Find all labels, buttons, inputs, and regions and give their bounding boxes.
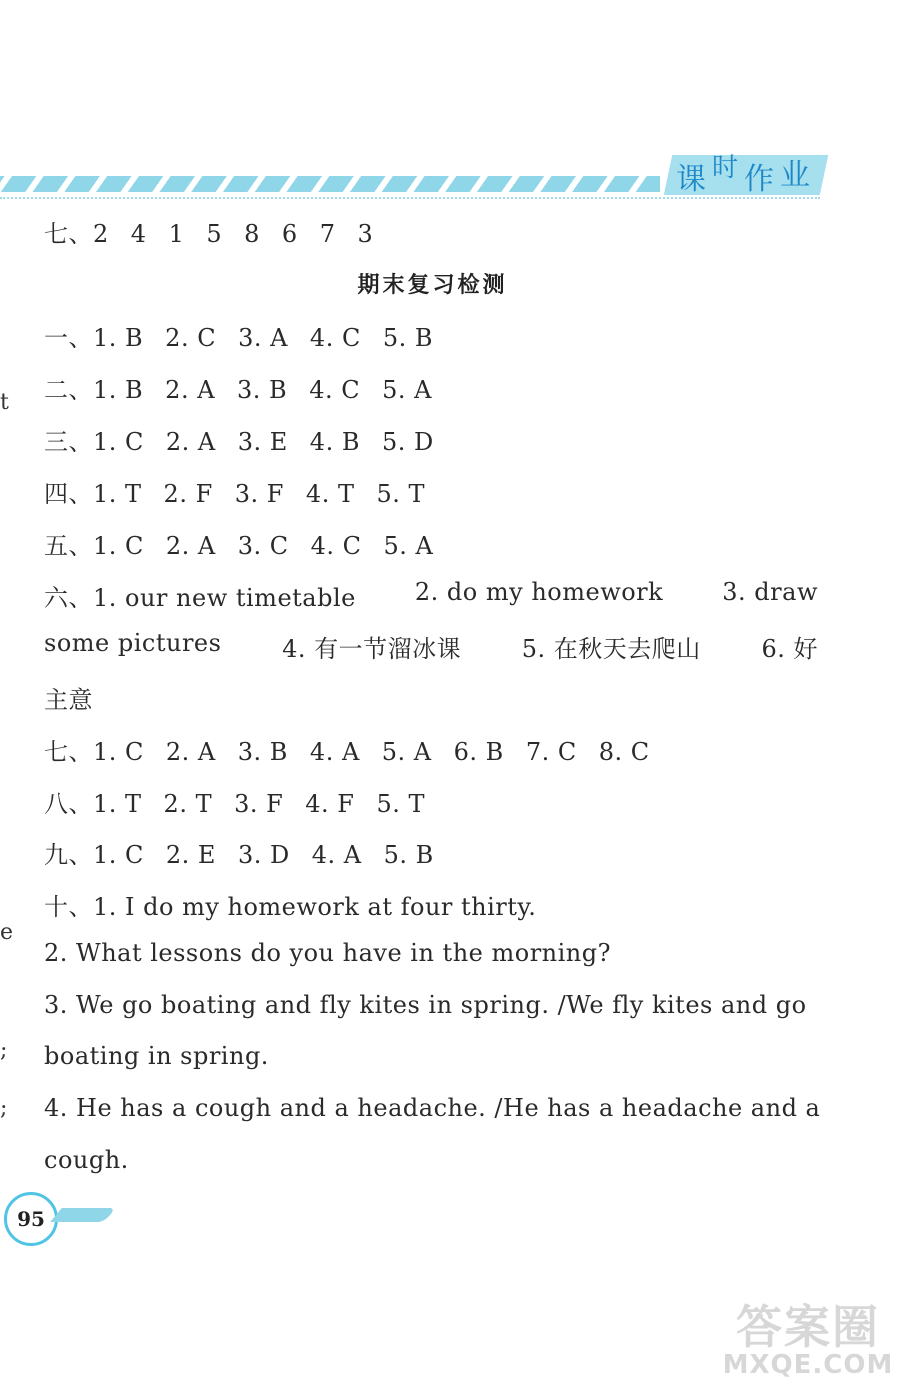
series-title-char: 作: [744, 162, 777, 197]
answer-line-q6-3: 主意: [44, 686, 93, 714]
answer-line-q6-1: 六、1. our new timetable 2. do my homework 3. draw: [44, 578, 818, 612]
answer-line-q3: 三、1. C 2. A 3. E 4. B 5. D: [44, 428, 434, 456]
series-title-char: 业: [780, 158, 813, 193]
left-edge-fragment: t: [0, 390, 9, 415]
series-title-char: 课: [676, 162, 708, 197]
watermark-text-en: MXQE.COM: [722, 1350, 894, 1381]
answer-line-q1: 一、1. B 2. C 3. A 4. C 5. B: [44, 324, 433, 352]
answer-line-q6-2: some pictures 4. 有一节溜冰课 5. 在秋天去爬山 6. 好: [44, 629, 818, 663]
left-edge-fragment: ;: [0, 1038, 8, 1063]
left-edge-fragment: ;: [0, 1096, 8, 1121]
answer-line-q9: 九、1. C 2. E 3. D 4. A 5. B: [44, 841, 434, 869]
answer-line-q7: 七、1. C 2. A 3. B 4. A 5. A 6. B 7. C 8. C: [44, 738, 650, 766]
left-edge-fragment: e: [0, 920, 14, 945]
answer-line-q5: 五、1. C 2. A 3. C 4. C 5. A: [44, 532, 434, 560]
answer-line-q2: 二、1. B 2. A 3. B 4. C 5. A: [44, 376, 432, 404]
answer-line-q7-prev: 七、2 4 1 5 8 6 7 3: [44, 220, 374, 248]
answer-line-q8: 八、1. T 2. T 3. F 4. F 5. T: [44, 790, 426, 818]
answer-line-q4: 四、1. T 2. F 3. F 4. T 5. T: [44, 480, 426, 508]
page-number: 95: [4, 1192, 58, 1246]
series-title: [676, 150, 826, 198]
answer-line-q10-3b: boating in spring.: [44, 1042, 269, 1070]
watermark-logo: [718, 1296, 898, 1390]
answer-line-q10-4a: 4. He has a cough and a headache. /He has a headache and a: [44, 1094, 821, 1122]
answer-line-q10-1: 十、1. I do my homework at four thirty.: [44, 893, 537, 921]
header-stripe-band: [0, 176, 660, 192]
section-title: 期末复习检测: [357, 273, 508, 298]
answer-line-q10-2: 2. What lessons do you have in the morning?: [44, 939, 611, 967]
answer-line-q10-4b: cough.: [44, 1146, 129, 1174]
series-title-char: 时: [712, 153, 741, 183]
answer-line-q10-3a: 3. We go boating and fly kites in spring. /We fly kites and go: [44, 991, 807, 1019]
watermark-text-cn: 答案圈: [736, 1300, 880, 1355]
page-number-tail-decoration: [50, 1208, 116, 1222]
